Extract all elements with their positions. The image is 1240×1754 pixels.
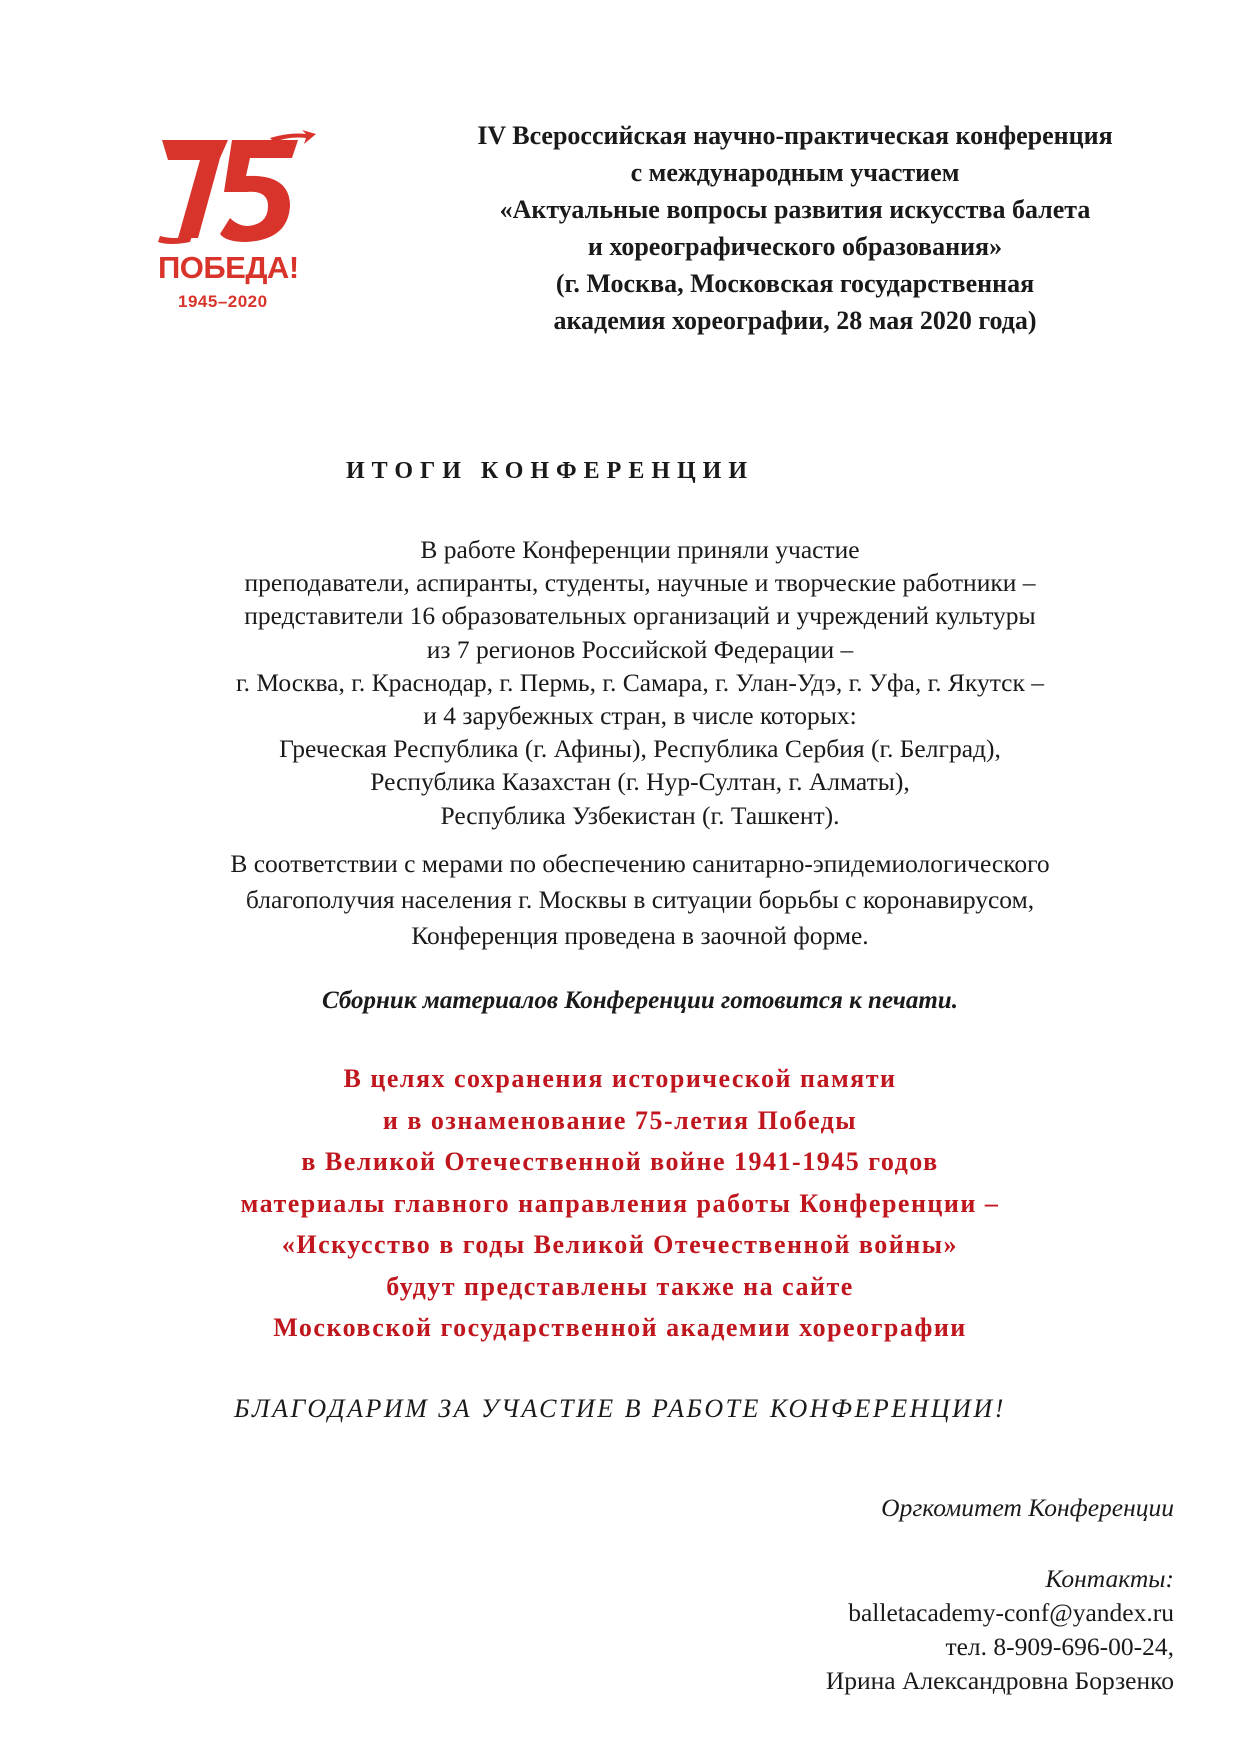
results-title: ИТОГИ КОНФЕРЕНЦИИ xyxy=(345,458,755,484)
memory-line: материалы главного направления работы Конференции – xyxy=(240,1188,1000,1218)
victory-75-emblem-icon xyxy=(150,130,325,248)
participation-paragraph xyxy=(140,533,1140,832)
contacts-label: Контакты: xyxy=(1045,1564,1174,1593)
collection-notice: Сборник материалов Конференции готовится к печати. xyxy=(322,987,958,1014)
participation-line: преподаватели, аспиранты, студенты, научные и творческие работники – xyxy=(244,568,1036,598)
thanks-line: БЛАГОДАРИМ ЗА УЧАСТИЕ В РАБОТЕ КОНФЕРЕНЦИИ! xyxy=(234,1394,1006,1423)
sanitary-line: благополучия населения г. Москвы в ситуации борьбы с коронавирусом, xyxy=(245,885,1035,914)
memory-line: и в ознаменование 75-летия Победы xyxy=(382,1105,858,1135)
header-line: «Актуальные вопросы развития искусства балета xyxy=(499,195,1091,224)
contact-email[interactable]: balletacademy-conf@yandex.ru xyxy=(848,1598,1174,1627)
sanitary-line: Конференция проведена в заочной форме. xyxy=(411,921,869,950)
contact-person: Ирина Александровна Борзенко xyxy=(825,1666,1174,1695)
organizing-committee: Оргкомитет Конференции xyxy=(881,1493,1174,1522)
sanitary-line: В соответствии с мерами по обеспечению санитарно-эпидемиологического xyxy=(230,849,1050,878)
conference-header xyxy=(395,117,1195,339)
participation-line: В работе Конференции приняли участие xyxy=(420,535,860,564)
participation-line: Республика Узбекистан (г. Ташкент). xyxy=(440,800,840,830)
participation-line: и 4 зарубежных стран, в числе которых: xyxy=(423,701,857,731)
contact-phone: тел. 8-909-696-00-24, xyxy=(945,1632,1174,1661)
header-line: IV Всероссийская научно-практическая конференция xyxy=(477,121,1113,150)
participation-line: Республика Казахстан (г. Нур-Султан, г. Алматы), xyxy=(370,767,910,797)
victory-75-logo xyxy=(150,130,325,310)
memory-line: в Великой Отечественной войне 1941-1945 годов xyxy=(301,1147,939,1176)
memory-line: «Искусство в годы Великой Отечественной войны» xyxy=(281,1230,959,1259)
header-line: академия хореографии, 28 мая 2020 года) xyxy=(553,306,1037,335)
participation-line: из 7 регионов Российской Федерации – xyxy=(426,634,854,664)
header-line: (г. Москва, Московская государственная xyxy=(555,269,1035,298)
logo-years: 1945–2020 xyxy=(178,292,268,311)
memory-line: Московской государственной академии хореографии xyxy=(273,1313,967,1342)
memory-line: будут представлены также на сайте xyxy=(386,1271,854,1301)
memory-line: В целях сохранения исторической памяти xyxy=(343,1064,897,1093)
logo-word: ПОБЕДА! xyxy=(158,250,299,285)
sanitary-paragraph xyxy=(140,846,1140,954)
contacts-block xyxy=(474,1562,1174,1698)
participation-line: представители 16 образовательных организаций и учреждений культуры xyxy=(244,601,1036,631)
header-line: и хореографического образования» xyxy=(587,232,1003,261)
participation-line: г. Москва, г. Краснодар, г. Пермь, г. Самара, г. Улан-Удэ, г. Уфа, г. Якутск – xyxy=(236,667,1044,697)
memory-paragraph xyxy=(0,1058,1240,1349)
participation-line: Греческая Республика (г. Афины), Республика Сербия (г. Белград), xyxy=(279,734,1001,764)
header-line: с международным участием xyxy=(630,158,960,187)
